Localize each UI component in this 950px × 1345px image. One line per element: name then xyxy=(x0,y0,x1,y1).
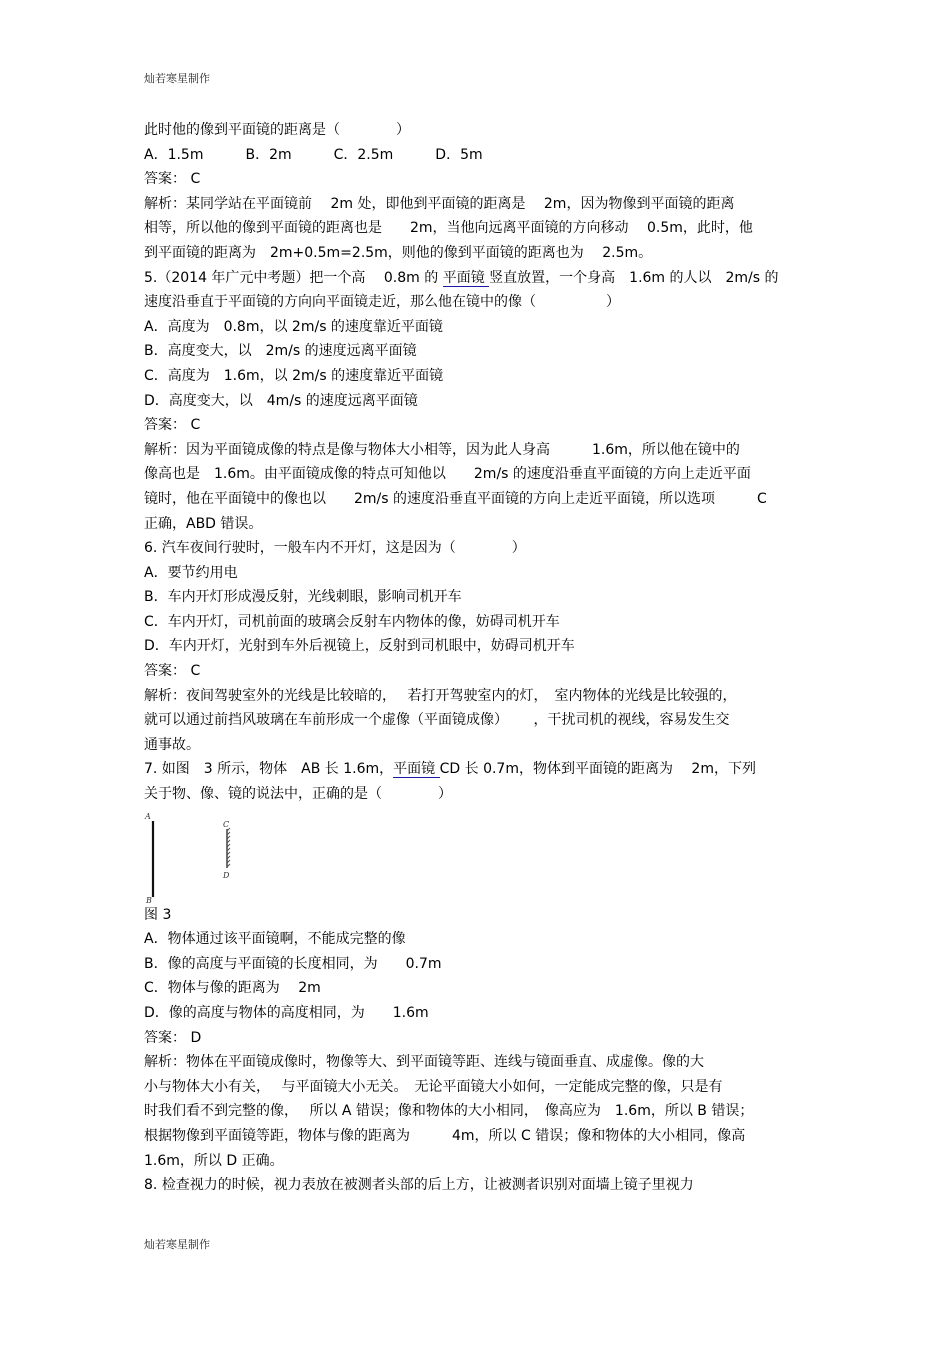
label-d: D xyxy=(223,870,230,880)
q5-stem-text: 5.（2014 年广元中考题）把一个高 0.8m 的 xyxy=(144,269,443,286)
q6-option-b: B．车内开灯形成漫反射，光线刺眼，影响司机开车 xyxy=(144,589,462,606)
q5-option-c: C．高度为 1.6m，以 2m/s 的速度靠近平面镜 xyxy=(144,367,444,384)
q7-option-a: A．物体通过该平面镜啊，不能成完整的像 xyxy=(144,931,406,948)
q7-stem-line-1 xyxy=(144,757,814,782)
q6-answer: 答案： C xyxy=(144,663,201,680)
label-c: C xyxy=(223,819,230,829)
q6-analysis-line: 通事故。 xyxy=(144,736,200,753)
q7-answer: 答案： D xyxy=(144,1029,202,1046)
q7-analysis-line: 1.6m，所以 D 正确。 xyxy=(144,1152,284,1169)
q7-stem-text: 7. 如图 3 所示，物体 AB 长 1.6m， xyxy=(144,761,394,778)
q7-analysis-line: 根据物像到平面镜等距，物体与像的距离为 4m，所以 C 错误；像和物体的大小相同，像高 xyxy=(144,1127,746,1144)
q5-stem-text: 竖直放置，一个身高 1.6m 的人以 2m/s 的 xyxy=(489,269,779,286)
page-footer: 灿若寒星制作 xyxy=(144,1238,210,1251)
q7-option-c: C．物体与像的距离为 2m xyxy=(144,980,321,997)
q5-option-a: A．高度为 0.8m，以 2m/s 的速度靠近平面镜 xyxy=(144,318,443,335)
page-header: 灿若寒星制作 xyxy=(144,72,210,85)
label-b: B xyxy=(146,895,152,903)
q7-option-d: D．像的高度与物体的高度相同，为 1.6m xyxy=(144,1005,429,1021)
q4-analysis-line: 到平面镜的距离为 2m+0.5m=2.5m，则他的像到平面镜的距离也为 2.5m。 xyxy=(144,244,653,261)
figure-3 xyxy=(144,811,814,903)
q6-option-c: C．车内开灯，司机前面的玻璃会反射车内物体的像，妨碍司机开车 xyxy=(144,613,560,630)
q5-option-b: B．高度变大，以 2m/s 的速度远离平面镜 xyxy=(144,343,417,360)
q4-options: A．1.5m B．2m C．2.5m D．5m xyxy=(144,146,483,163)
q6-option-d: D．车内开灯，光射到车外后视镜上，反射到司机眼中，妨碍司机开车 xyxy=(144,638,575,655)
q5-stem-line-2: 速度沿垂直于平面镜的方向向平面镜走近，那么他在镜中的像（ ） xyxy=(144,294,620,311)
q6-option-a: A．要节约用电 xyxy=(144,564,238,581)
q5-analysis-line: 像高也是 1.6m。由平面镜成像的特点可知他以 2m/s 的速度沿垂直平面镜的方向上走近平面 xyxy=(144,466,751,483)
q7-option-b: B．像的高度与平面镜的长度相同，为 0.7m xyxy=(144,955,442,972)
q7-mirror-link[interactable]: 平面镜 xyxy=(393,761,440,778)
q7-stem-line-2: 关于物、像、镜的说法中，正确的是（ ） xyxy=(144,786,452,803)
q5-analysis-line: 镜时，他在平面镜中的像也以 2m/s 的速度沿垂直平面镜的方向上走近平面镜，所以选项 C xyxy=(144,490,767,507)
q6-stem: 6. 汽车夜间行驶时，一般车内不开灯，这是因为（ ） xyxy=(144,540,526,557)
q6-analysis-line: 就可以通过前挡风玻璃在车前形成一个虚像（平面镜成像） ，干扰司机的视线，容易发生交 xyxy=(144,712,730,729)
label-a: A xyxy=(145,811,151,821)
q7-analysis-line: 小与物体大小有关， 与平面镜大小无关。 无论平面镜大小如何，一定能成完整的像，只是有 xyxy=(144,1078,723,1095)
q4-stem: 此时他的像到平面镜的距离是（ ） xyxy=(144,122,410,138)
figure-3-caption: 图 3 xyxy=(144,906,172,923)
q5-analysis-line: 解析：因为平面镜成像的特点是像与物体大小相等，因为此人身高 1.6m，所以他在镜中的 xyxy=(144,441,740,458)
document-body xyxy=(144,118,814,1198)
q5-stem-line-1 xyxy=(144,266,814,291)
q4-answer: 答案： C xyxy=(144,171,201,188)
q4-analysis-line: 相等，所以他的像到平面镜的距离也是 2m，当他向远离平面镜的方向移动 0.5m，此时，他 xyxy=(144,220,753,237)
q7-analysis-line: 时我们看不到完整的像， 所以 A 错误；像和物体的大小相同， 像高应为 1.6m，所以 B 错误； xyxy=(144,1103,754,1120)
figure-3-diagram xyxy=(144,811,264,903)
q5-mirror-link[interactable]: 平面镜 xyxy=(442,269,490,286)
q5-option-d: D．高度变大，以 4m/s 的速度远离平面镜 xyxy=(144,392,418,409)
q6-analysis-line: 解析：夜间驾驶室外的光线是比较暗的， 若打开驾驶室内的灯， 室内物体的光线是比较强的， xyxy=(144,687,737,704)
q5-answer: 答案： C xyxy=(144,417,201,434)
q7-stem-text: CD 长 0.7m，物体到平面镜的距离为 2m，下列 xyxy=(439,761,756,778)
q4-analysis-line: 解析：某同学站在平面镜前 2m 处，即他到平面镜的距离是 2m，因为物像到平面镜的距离 xyxy=(144,195,735,212)
q8-stem: 8. 检查视力的时候，视力表放在被测者头部的后上方，让被测者识别对面墙上镜子里视力 xyxy=(144,1177,694,1194)
q5-analysis-line: 正确，ABD 错误。 xyxy=(144,515,263,532)
q7-analysis-line: 解析：物体在平面镜成像时，物像等大、到平面镜等距、连线与镜面垂直、成虚像。像的大 xyxy=(144,1054,704,1071)
